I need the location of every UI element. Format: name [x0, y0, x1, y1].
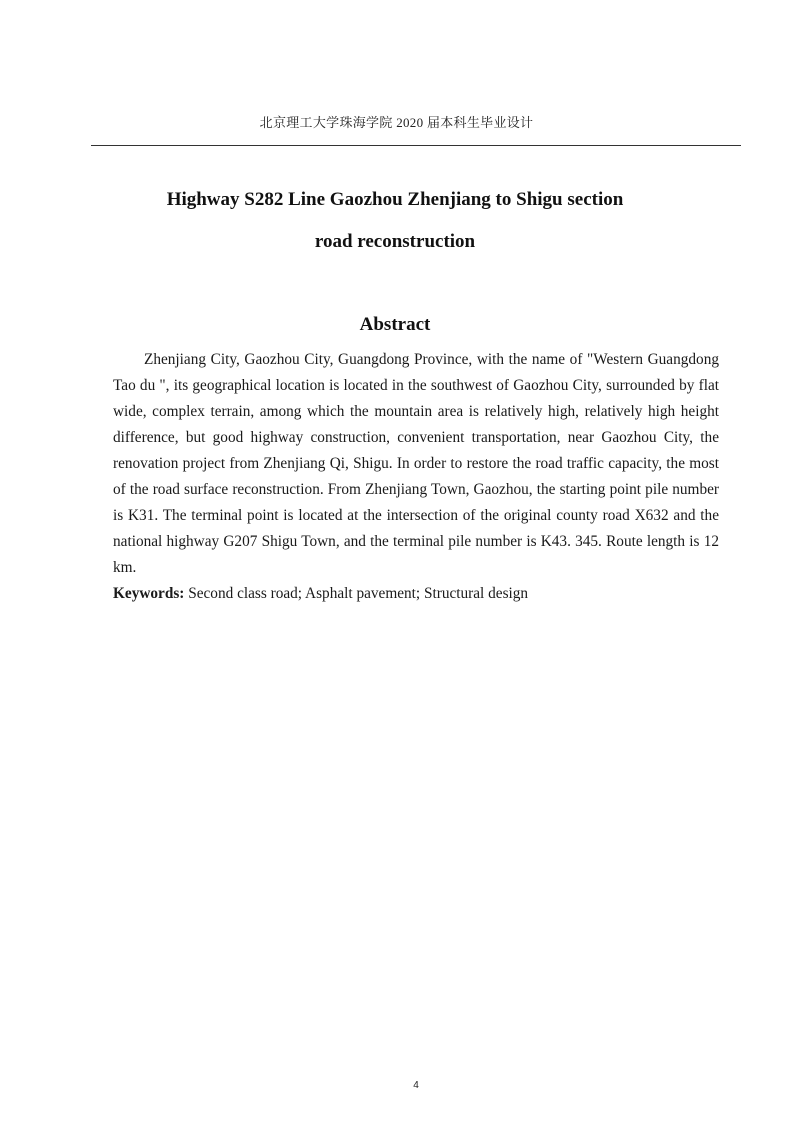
keywords-value: Second class road; Asphalt pavement; Structural design [184, 585, 529, 602]
thesis-title-line-1: Highway S282 Line Gaozhou Zhenjiang to Shigu section [166, 189, 624, 210]
page-header: 北京理工大学珠海学院 2020 届本科生毕业设计 [259, 115, 534, 130]
header-divider [91, 145, 741, 146]
thesis-title-line-2: road reconstruction [314, 231, 476, 252]
abstract-heading: Abstract [359, 314, 431, 335]
keywords-line [113, 581, 719, 607]
abstract-body: Zhenjiang City, Gaozhou City, Guangdong Province, with the name of "Western Guangdong Tao du ", its geographical location is located in the southwest of Gaozhou City, surrounded by flat wide, complex terrain, among which the mountain area is relatively high, relatively high height difference, but good highway construction, convenient transportation, near Gaozhou City, the renovation project from Zhenjiang Qi, Shigu. In order to restore the road traffic capacity, the most of the road surface reconstruction. From Zhenjiang Town, Gaozhou, the starting point pile number is K31. The terminal point is located at the intersection of the original county road X632 and the national highway G207 Shigu Town, and the terminal pile number is K43. 345. Route length is 12 km. [113, 351, 719, 576]
keywords-label: Keywords: [113, 585, 185, 602]
page-number: 4 [413, 1080, 419, 1091]
